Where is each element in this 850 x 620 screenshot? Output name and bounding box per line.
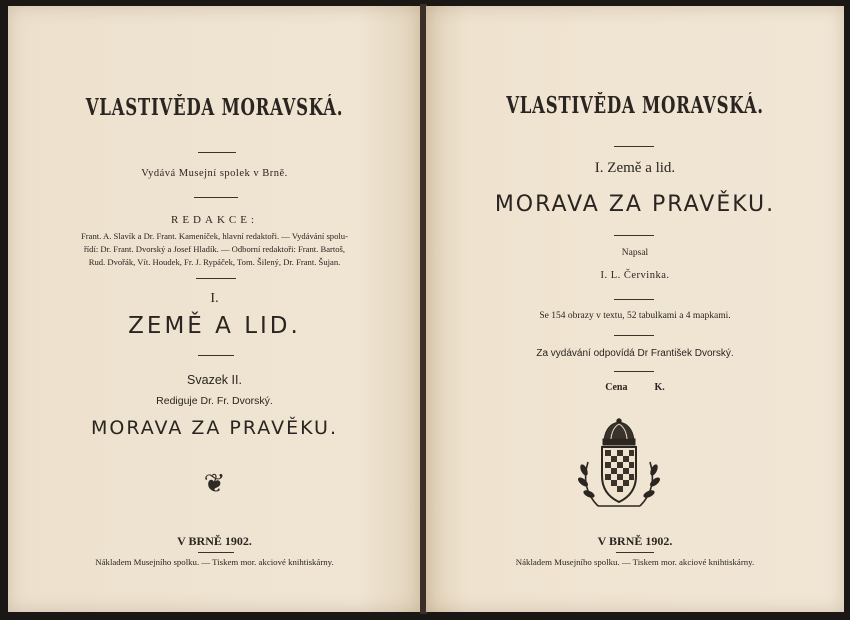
- part-title: ZEMĚ A LID.: [128, 313, 301, 339]
- editors-line-1: Frant. A. Slavík a Dr. Frant. Kameníček, hlavní redaktoři. — Vydávání spolu-: [81, 231, 348, 241]
- price-line: [426, 382, 844, 393]
- author: I. L. Červinka.: [600, 270, 670, 281]
- divider: [198, 152, 236, 153]
- divider: [614, 299, 654, 300]
- place-year: V BRNĚ 1902.: [177, 534, 252, 548]
- series-line: I. Země a lid.: [594, 160, 676, 176]
- imprint: Nákladem Musejního spolku. — Tiskem mor. akciové knihtiskárny.: [515, 557, 755, 567]
- illustrations-note: Se 154 obrazy v textu, 52 tabulkami a 4 mapkami.: [539, 311, 731, 321]
- left-series-title: VLASTIVĚDA MORAVSKÁ.: [85, 94, 344, 121]
- divider: [614, 335, 654, 336]
- redakce-heading: REDAKCE:: [171, 214, 258, 226]
- main-title: MORAVA ZA PRAVĚKU.: [494, 192, 776, 217]
- publisher-line: Vydává Musejní spolek v Brně.: [141, 168, 288, 179]
- right-series-title: VLASTIVĚDA MORAVSKÁ.: [506, 92, 764, 119]
- divider: [616, 552, 654, 553]
- divider: [614, 371, 654, 372]
- edited-by: Rediguje Dr. Fr. Dvorský.: [156, 395, 273, 407]
- part-number: I.: [210, 291, 219, 306]
- divider: [194, 197, 238, 198]
- divider: [198, 355, 234, 356]
- divider: [198, 552, 234, 553]
- responsible-editor: Za vydávání odpovídá Dr František Dvorský.: [536, 348, 734, 359]
- wrote-label: Napsal: [621, 248, 649, 258]
- divider: [196, 278, 236, 279]
- price-unit: K.: [654, 382, 665, 393]
- divider: [614, 146, 654, 147]
- volume-number: Svazek II.: [187, 373, 242, 387]
- divider: [614, 235, 654, 236]
- editors-line-2: řídí: Dr. Frant. Dvorský a Josef Hladík. — Odborní redaktoři: Frant. Bartoš,: [83, 244, 346, 254]
- left-page: [8, 6, 421, 612]
- right-page: [426, 6, 844, 612]
- coat-of-arms-icon: [574, 418, 664, 514]
- editors-line-3: Rud. Dvořák, Vít. Houdek, Fr. J. Rypáček, Tom. Šilený, Dr. Frant. Šujan.: [88, 257, 341, 267]
- price-label: Cena: [605, 382, 628, 393]
- imprint: Nákladem Musejního spolku. — Tiskem mor. akciové knihtiskárny.: [95, 557, 334, 567]
- volume-title: MORAVA ZA PRAVĚKU.: [90, 417, 338, 439]
- ornament-icon: ❦: [203, 469, 226, 498]
- place-year: V BRNĚ 1902.: [597, 534, 673, 548]
